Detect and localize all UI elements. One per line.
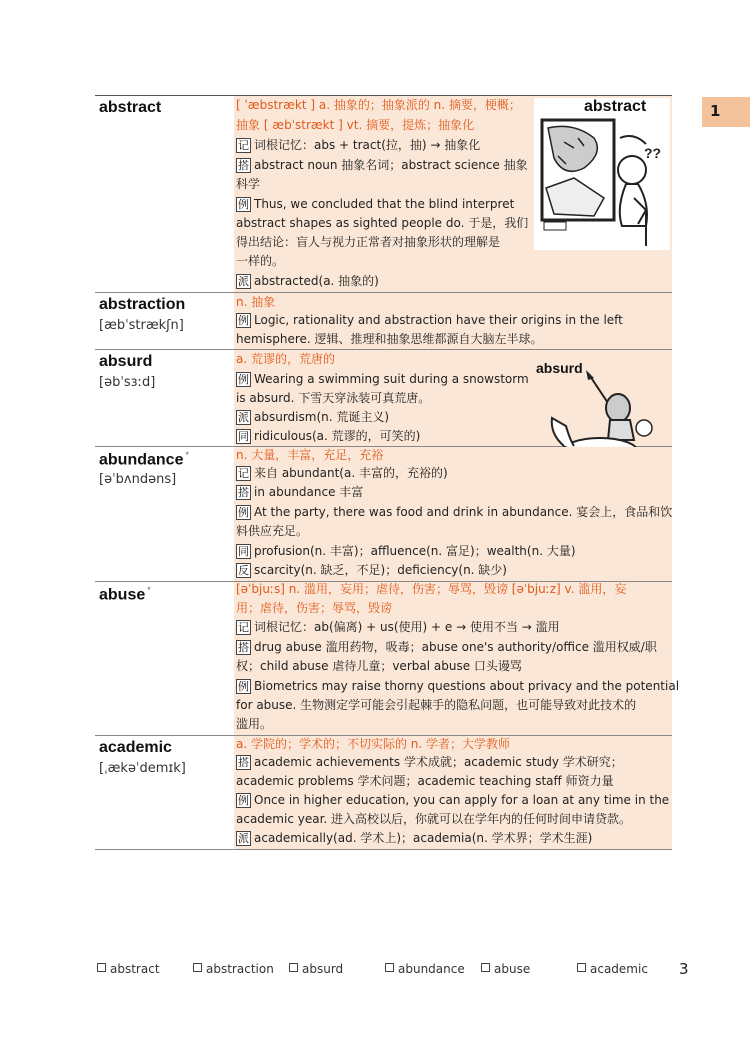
headword: abuse * — [99, 585, 151, 604]
example-line-cont: for abuse. 生物测定学可能会引起棘手的隐私问题，也可能导致对此技术的 — [236, 698, 637, 712]
entry-abstract — [95, 96, 672, 293]
mem-label: 记 — [238, 139, 249, 152]
example-line: 例 Logic, rationality and abstraction have their origins in the left — [238, 313, 623, 327]
headword: academic — [99, 739, 172, 756]
star-mark: * — [185, 450, 189, 460]
checklist-item[interactable]: academic — [577, 962, 648, 976]
phonetic: [ˌækəˈdemɪk] — [99, 761, 186, 776]
example-label: 例 — [238, 198, 249, 211]
checkbox-icon[interactable] — [97, 963, 106, 972]
entry-abuse — [95, 582, 680, 736]
checkbox-icon[interactable] — [289, 963, 298, 972]
definition-column — [234, 736, 672, 849]
collocation-line-cont: 科学 — [236, 177, 261, 191]
example-label: 例 — [238, 794, 249, 807]
checklist-item[interactable]: abstract — [97, 962, 160, 976]
example-line-cont: 得出结论：盲人与视力正常者对抽象形状的理解是 — [236, 235, 501, 249]
example-line: 例 Thus, we concluded that the blind interpret — [238, 197, 515, 211]
synonym-line: 同 ridiculous(a. 荒谬的，可笑的) — [238, 429, 421, 443]
example-line-cont: academic year. 进入高校以后，你就可以在学年内的任何时间申请贷款。 — [236, 812, 632, 826]
synonym-label: 同 — [238, 545, 249, 558]
page-number: 3 — [679, 960, 689, 978]
definition-column — [234, 293, 672, 349]
checklist-item[interactable]: abuse — [481, 962, 530, 976]
example-line-cont: is absurd. 下雪天穿泳装可真荒唐。 — [236, 391, 431, 405]
checkbox-icon[interactable] — [577, 963, 586, 972]
antonym-line: 反 scarcity(n. 缺乏，不足)；deficiency(n. 缺少) — [238, 563, 507, 577]
synonym-line: 同 profusion(n. 丰富)；affluence(n. 富足)；wealth(n. 大量) — [238, 544, 576, 558]
checkbox-icon[interactable] — [481, 963, 490, 972]
example-label: 例 — [238, 314, 249, 327]
example-label: 例 — [238, 373, 249, 386]
example-line: 例 At the party, there was food and drink in abundance. 宴会上，食品和饮 — [238, 505, 673, 519]
example-line: 例 Wearing a swimming suit during a snowstorm — [238, 372, 529, 386]
collocation-line-cont: 权；child abuse 虐待儿童；verbal abuse 口头谩骂 — [236, 659, 522, 673]
svg-text:??: ?? — [644, 145, 662, 161]
checklist-item[interactable]: abstraction — [193, 962, 274, 976]
example-label: 例 — [238, 680, 249, 693]
abstract-cartoon — [534, 98, 670, 250]
memory-line: 记 来自 abundant(a. 丰富的，充裕的) — [238, 466, 448, 480]
collocation-line: 搭 abstract noun 抽象名词；abstract science 抽象 — [238, 158, 528, 172]
collocation-line: 搭 in abundance 丰富 — [238, 485, 364, 499]
meaning-line: n. 抽象 — [236, 295, 276, 309]
example-line: 例 Biometrics may raise thorny questions about privacy and the potential — [238, 679, 680, 693]
derived-label: 派 — [238, 411, 249, 424]
meaning-line: a. 荒谬的，荒唐的 — [236, 352, 335, 366]
phonetic-and-meaning: [ ˈæbstrækt ] a. 抽象的；抽象派的 n. 摘要，梗概； — [236, 98, 521, 112]
entry-abundance — [95, 447, 672, 582]
derived-label: 派 — [238, 832, 249, 845]
word-column — [95, 293, 233, 349]
example-line: 例 Once in higher education, you can apply for a loan at any time in the — [238, 793, 670, 807]
phonetic: [æbˈstrækʃn] — [99, 318, 184, 333]
collocation-label: 搭 — [238, 756, 249, 769]
illustration-label: abstract — [584, 98, 647, 115]
derived-line: 派 absurdism(n. 荒诞主义) — [238, 410, 390, 424]
checklist-item[interactable]: absurd — [289, 962, 343, 976]
meaning-line: a. 学院的；学术的；不切实际的 n. 学者；大学教师 — [236, 737, 511, 751]
chapter-tab — [702, 97, 750, 127]
synonym-label: 同 — [238, 430, 249, 443]
phonetic-and-meaning: 抽象 [ æbˈstrækt ] vt. 摘要，提炼；抽象化 — [236, 118, 475, 132]
example-label: 例 — [238, 506, 249, 519]
mem-label: 记 — [238, 621, 249, 634]
antonym-label: 反 — [238, 564, 249, 577]
headword: abundance * — [99, 450, 189, 469]
memory-line: 记 词根记忆：abs + tract(拉，抽) → 抽象化 — [238, 138, 481, 152]
definition-column — [234, 350, 672, 446]
word-column — [95, 582, 233, 735]
word-column — [95, 350, 233, 446]
meaning-line: n. 大量，丰富，充足，充裕 — [236, 448, 384, 462]
entry-abstraction — [95, 293, 672, 350]
definition-column — [234, 96, 672, 292]
collocation-label: 搭 — [238, 486, 249, 499]
phonetic-and-meaning: [əˈbjuːs] n. 滥用，妄用；虐待，伤害；辱骂，毁谤 [əˈbjuːz] v. 滥用，妄 — [236, 582, 627, 596]
derived-label: 派 — [238, 275, 249, 288]
collocation-line-cont: academic problems 学术问题；academic teaching staff 师资力量 — [236, 774, 614, 788]
example-line-cont: abstract shapes as sighted people do. 于是，我们 — [236, 216, 529, 230]
memory-line: 记 词根记忆：ab(偏离) + us(使用) + e → 使用不当 → 滥用 — [238, 620, 560, 634]
word-column — [95, 96, 233, 292]
definition-column — [234, 447, 672, 581]
headword: absurd — [99, 353, 153, 370]
phonetic: [əbˈsɜːd] — [99, 375, 156, 390]
example-line-cont: 滥用。 — [236, 717, 273, 731]
entry-academic — [95, 736, 672, 850]
collocation-label: 搭 — [238, 641, 249, 654]
example-line-cont: 料供应充足。 — [236, 524, 309, 538]
star-mark: * — [147, 585, 151, 595]
checklist-item[interactable]: abundance — [385, 962, 465, 976]
headword: abstraction — [99, 296, 186, 313]
collocation-line: 搭 academic achievements 学术成就；academic study 学术研究； — [238, 755, 623, 769]
vocabulary-table — [95, 95, 680, 845]
phonetic: [əˈbʌndəns] — [99, 472, 177, 487]
entry-absurd — [95, 350, 672, 447]
mem-label: 记 — [238, 467, 249, 480]
chapter-tab-number: 1 — [710, 102, 721, 120]
headword: abstract — [99, 99, 162, 116]
example-line-cont: 一样的。 — [236, 254, 285, 268]
illustration-label: absurd — [536, 360, 583, 376]
abstract-illustration — [534, 98, 670, 250]
word-column — [95, 447, 233, 581]
definition-column — [234, 582, 680, 735]
review-checklist — [97, 962, 697, 980]
example-line-cont: hemisphere. 逻辑、推理和抽象思维都源自大脑左半球。 — [236, 332, 543, 346]
checkbox-icon[interactable] — [193, 963, 202, 972]
collocation-label: 搭 — [238, 159, 249, 172]
phonetic-and-meaning: 用；虐待，伤害；辱骂，毁谤 — [236, 601, 393, 615]
derived-line: 派 abstracted(a. 抽象的) — [238, 274, 379, 288]
derived-line: 派 academically(ad. 学术上)；academia(n. 学术界；学术生涯) — [238, 831, 593, 845]
collocation-line: 搭 drug abuse 滥用药物，吸毒；abuse one's authority/office 滥用权威/职 — [238, 640, 657, 654]
word-column — [95, 736, 233, 849]
checkbox-icon[interactable] — [385, 963, 394, 972]
